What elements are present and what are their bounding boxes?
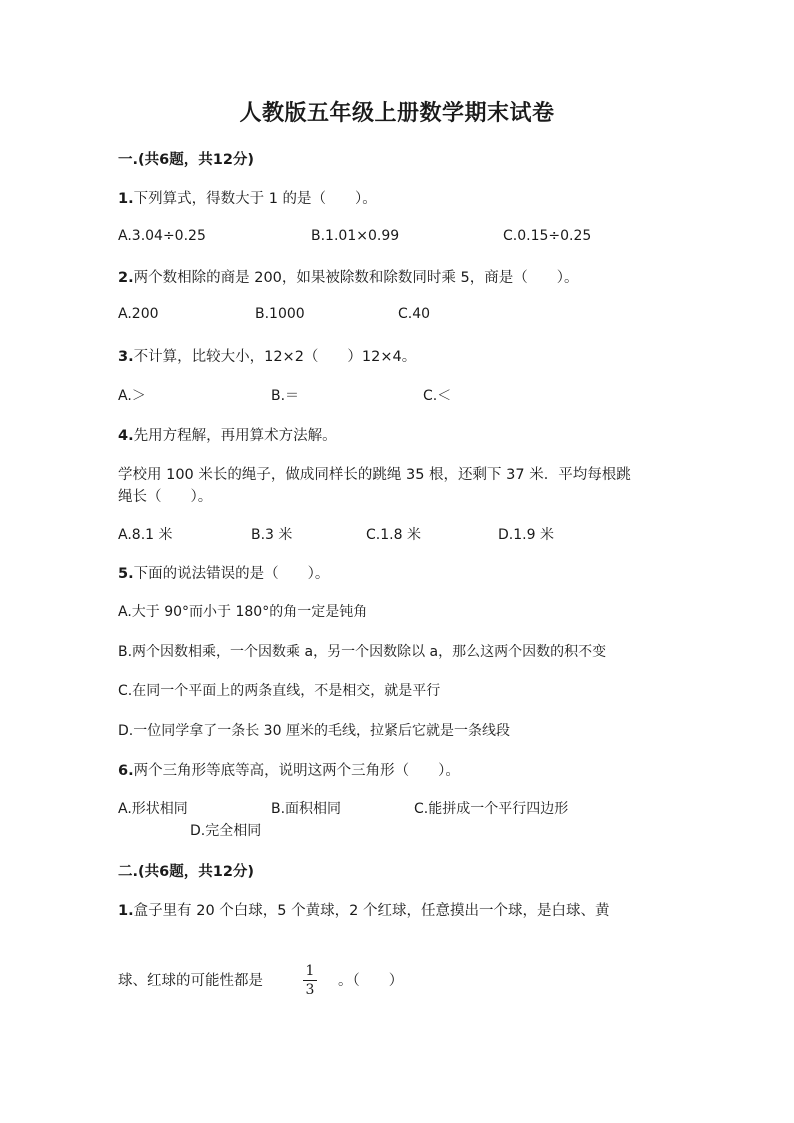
question-4-body-line-1: 学校用 100 米长的绳子，做成同样长的跳绳 35 根，还剩下 37 米．平均每根跳 (118, 467, 631, 483)
question-number: 1. (118, 903, 134, 919)
question-text: 先用方程解，再用算术方法解。 (133, 428, 337, 444)
q5-option-d[interactable]: D.一位同学拿了一条长 30 厘米的毛线，拉紧后它就是一条线段 (118, 723, 510, 739)
q1-option-a[interactable]: A.3.04÷0.25 (118, 228, 206, 244)
question-text: 不计算，比较大小，12×2（ ）12×4。 (133, 349, 417, 365)
section-2-question-1 (118, 899, 609, 920)
question-text: 两个数相除的商是 200，如果被除数和除数同时乘 5，商是（ ）。 (133, 270, 579, 286)
q3-option-c[interactable]: C.＜ (423, 388, 452, 404)
question-number: 1. (118, 191, 134, 207)
question-1 (118, 187, 377, 208)
question-6 (118, 759, 460, 780)
question-text: 下列算式，得数大于 1 的是（ ）。 (133, 191, 377, 207)
section-2-question-1-line-2: 球、红球的可能性都是 (118, 973, 263, 989)
question-4 (118, 424, 337, 445)
question-number: 5. (118, 566, 134, 582)
q6-option-a[interactable]: A.形状相同 (118, 801, 188, 817)
question-5 (118, 562, 329, 583)
q6-option-b[interactable]: B.面积相同 (271, 801, 342, 817)
q5-option-b[interactable]: B.两个因数相乘，一个因数乘 a，另一个因数除以 a，那么这两个因数的积不变 (118, 644, 607, 660)
question-number: 6. (118, 763, 134, 779)
fraction-one-third (300, 963, 320, 998)
q3-option-b[interactable]: B.＝ (271, 388, 300, 404)
q5-option-c[interactable]: C.在同一个平面上的两条直线，不是相交，就是平行 (118, 683, 441, 699)
section-2-header: 二.(共6题，共12分) (118, 864, 255, 880)
q4-option-d[interactable]: D.1.9 米 (498, 527, 554, 543)
question-3 (118, 345, 416, 366)
fraction-denominator: 3 (305, 982, 315, 998)
question-number: 2. (118, 270, 134, 286)
q6-option-d[interactable]: D.完全相同 (190, 823, 262, 839)
fraction-numerator: 1 (305, 963, 315, 979)
q4-option-b[interactable]: B.3 米 (251, 527, 293, 543)
question-text: 两个三角形等底等高，说明这两个三角形（ ）。 (133, 763, 460, 779)
q2-option-c[interactable]: C.40 (398, 306, 431, 322)
question-4-body-line-2: 绳长（ ）。 (118, 489, 213, 505)
question-number: 3. (118, 349, 134, 365)
q5-option-a[interactable]: A.大于 90°而小于 180°的角一定是钝角 (118, 604, 368, 620)
q6-option-c[interactable]: C.能拼成一个平行四边形 (414, 801, 569, 817)
q4-option-a[interactable]: A.8.1 米 (118, 527, 173, 543)
question-2 (118, 266, 578, 287)
section-1-header: 一.(共6题，共12分) (118, 152, 255, 168)
q1-option-b[interactable]: B.1.01×0.99 (311, 228, 400, 244)
page-title: 人教版五年级上册数学期末试卷 (239, 100, 555, 126)
q1-option-c[interactable]: C.0.15÷0.25 (503, 228, 592, 244)
section-2-question-1-answer-blank[interactable]: 。（ ） (338, 973, 404, 989)
question-number: 4. (118, 428, 134, 444)
q2-option-a[interactable]: A.200 (118, 306, 159, 322)
q3-option-a[interactable]: A.＞ (118, 388, 146, 404)
q2-option-b[interactable]: B.1000 (255, 306, 305, 322)
question-text: 盒子里有 20 个白球，5 个黄球，2 个红球，任意摸出一个球，是白球、黄 (133, 903, 610, 919)
question-text: 下面的说法错误的是（ ）。 (133, 566, 330, 582)
q4-option-c[interactable]: C.1.8 米 (366, 527, 421, 543)
fraction-bar (303, 980, 317, 981)
